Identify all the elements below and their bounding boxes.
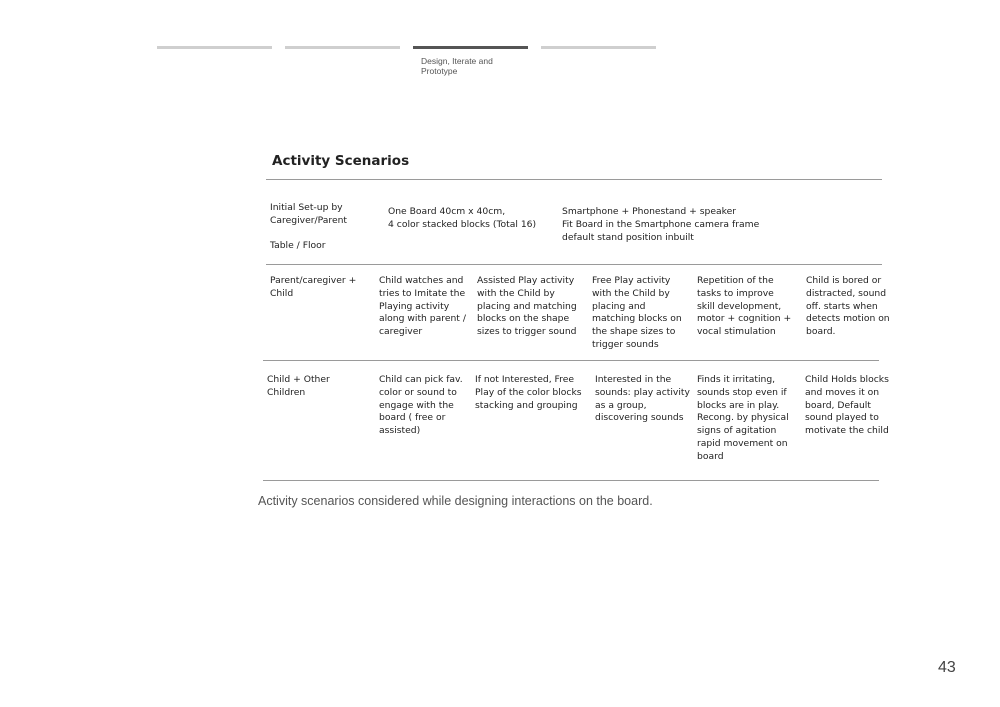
table-rule-2: [263, 360, 879, 361]
active-step-label: Design, Iterate and Prototype: [421, 56, 493, 76]
table-title: Activity Scenarios: [272, 153, 410, 169]
progress-step-1: [157, 46, 272, 49]
table-rule-bottom: [263, 480, 879, 481]
table-rule-top: [266, 179, 882, 180]
page-number: 43: [938, 659, 956, 676]
figure-caption: Activity scenarios considered while designing interactions on the board.: [258, 494, 653, 508]
row3-cell-2: If not Interested, Free Play of the color blocks stacking and grouping: [475, 374, 582, 411]
row2-cell-1: Child watches and tries to Imitate the Playing activity along with parent / caregiver: [379, 275, 466, 338]
row3-cell-1: Child can pick fav. color or sound to engage with the board ( free or assisted): [379, 374, 463, 437]
progress-step-4: [541, 46, 656, 49]
row3-cell-5: Child Holds blocks and moves it on board, Default sound played to motivate the child: [805, 374, 889, 437]
row2-cell-5: Child is bored or distracted, sound off. starts when detects motion on board.: [806, 275, 890, 338]
table-rule-1: [266, 264, 882, 265]
row3-cell-3: Interested in the sounds: play activity as a group, discovering sounds: [595, 374, 690, 424]
row2-cell-context: Parent/caregiver + Child: [270, 275, 357, 299]
row1-cell-context: Initial Set-up by Caregiver/Parent Table / Floor: [270, 202, 348, 252]
row1-cell-setup: One Board 40cm x 40cm, 4 color stacked blocks (Total 16): [388, 206, 537, 230]
row2-cell-4: Repetition of the tasks to improve skill development, motor + cognition + vocal stimulation: [697, 275, 792, 338]
row1-cell-device: Smartphone + Phonestand + speaker Fit Board in the Smartphone camera frame default stand position inbuilt: [562, 206, 760, 243]
row2-cell-3: Free Play activity with the Child by placing and matching blocks on the shape sizes to trigger sounds: [592, 275, 682, 350]
progress-step-3-active: [413, 46, 528, 49]
row3-cell-context: Child + Other Children: [267, 374, 330, 398]
progress-step-2: [285, 46, 400, 49]
row2-cell-2: Assisted Play activity with the Child by placing and matching blocks on the shape sizes to trigger sound: [477, 275, 577, 338]
row3-cell-4: Finds it irritating, sounds stop even if blocks are in play. Recong. by physical signs of agitation rapid movement on board: [697, 374, 789, 462]
